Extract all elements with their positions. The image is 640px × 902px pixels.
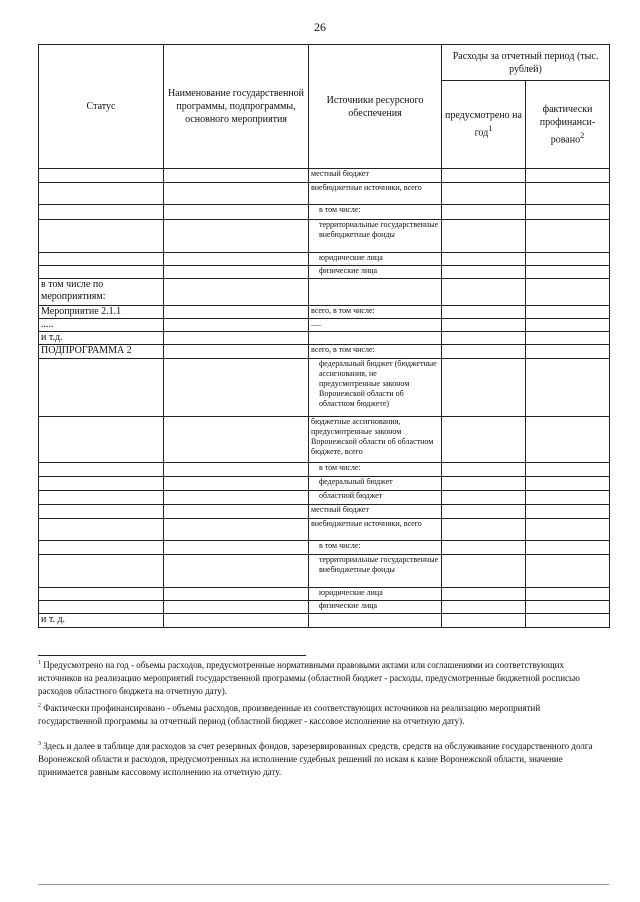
name-cell [164, 205, 309, 220]
status-cell [39, 359, 164, 417]
source-cell: в том числе: [309, 541, 442, 555]
table-row [39, 463, 610, 477]
name-cell [164, 220, 309, 253]
status-cell [39, 266, 164, 279]
name-cell [164, 491, 309, 505]
source-cell: федеральный бюджет (бюджетные ассигнования, не предусмотренные законом Воронежской области об областном бюджете) [309, 359, 442, 417]
table-row [39, 505, 610, 519]
source-cell: областной бюджет [309, 491, 442, 505]
planned-cell [442, 345, 526, 359]
source-cell: внебюджетные источники, всего [309, 183, 442, 205]
footnote-1: $^1$ Предусмотрено на год - объемы расходов, предусмотренные нормативными правовыми актами или соглашениями из соответствующих источников на реализацию мероприятий государственной программы (областной бюджет - расходы, предусмотренные бюджетной росписью расходов областного бюджета на отчетную дату). [38, 660, 580, 696]
actual-cell [526, 319, 610, 332]
header-expenses: Расходы за отчетный период (тыс. рублей) [442, 45, 610, 81]
actual-cell [526, 614, 610, 628]
status-cell [39, 588, 164, 601]
source-cell: бюджетные ассигнования, предусмотренные законом Воронежской области об областном бюджете, всего [309, 417, 442, 463]
header-name: Наименование государственной программы, подпрограммы, основного мероприятия [164, 45, 309, 169]
planned-cell [442, 614, 526, 628]
planned-cell [442, 477, 526, 491]
source-cell: внебюджетные источники, всего [309, 519, 442, 541]
name-cell [164, 253, 309, 266]
actual-cell [526, 477, 610, 491]
source-cell: территориальные государственные внебюджетные фонды [309, 555, 442, 588]
name-cell [164, 601, 309, 614]
actual-cell [526, 169, 610, 183]
planned-cell [442, 220, 526, 253]
planned-cell [442, 505, 526, 519]
table-body [39, 169, 610, 628]
source-cell [309, 614, 442, 628]
status-cell [39, 463, 164, 477]
header-status: Статус [39, 45, 164, 169]
status-cell [39, 555, 164, 588]
bottom-divider [38, 884, 609, 885]
status-cell: в том числе по мероприятиям: [39, 279, 164, 306]
planned-cell [442, 463, 526, 477]
status-cell [39, 491, 164, 505]
footnote-2: $^2$ Фактически профинансировано - объемы расходов, произведенные из соответствующих источников на реализацию мероприятий государственной программы за отчетный период (областной бюджет - кассовое исполнение на отчетную дату). [38, 703, 541, 726]
source-cell: ..... [309, 319, 442, 332]
status-cell: и т. д. [39, 614, 164, 628]
actual-cell [526, 266, 610, 279]
name-cell [164, 359, 309, 417]
footnote-3: $^3$ Здесь и далее в таблице для расходов за счет резервных фондов, зарезервированных средств, средств на обслуживание государственного долга Воронежской области и расходов, предусмотренных на исполнение судебных решений по искам к казне Воронежской области, значение принимается равным кассовому исполнению на отчетную дату. [38, 741, 593, 777]
source-cell: физические лица [309, 266, 442, 279]
status-cell: и т.д. [39, 332, 164, 345]
actual-cell [526, 279, 610, 306]
table-row [39, 332, 610, 345]
actual-cell [526, 601, 610, 614]
source-cell: местный бюджет [309, 169, 442, 183]
actual-cell [526, 491, 610, 505]
name-cell [164, 417, 309, 463]
status-cell [39, 183, 164, 205]
name-cell [164, 332, 309, 345]
name-cell [164, 266, 309, 279]
name-cell [164, 345, 309, 359]
table-row [39, 183, 610, 205]
actual-cell [526, 555, 610, 588]
actual-cell [526, 205, 610, 220]
planned-cell [442, 253, 526, 266]
source-cell: в том числе: [309, 463, 442, 477]
table-row [39, 266, 610, 279]
name-cell [164, 588, 309, 601]
planned-cell [442, 169, 526, 183]
actual-cell [526, 505, 610, 519]
table-row [39, 205, 610, 220]
status-cell [39, 519, 164, 541]
table-row [39, 253, 610, 266]
name-cell [164, 463, 309, 477]
status-cell: Мероприятие 2.1.1 [39, 306, 164, 319]
actual-cell [526, 359, 610, 417]
table-row [39, 555, 610, 588]
planned-cell [442, 491, 526, 505]
header-planned: предусмотрено на год$^1$ [442, 81, 526, 169]
header-actual: фактически профинанси-ровано$^2$ [526, 81, 610, 169]
planned-cell [442, 319, 526, 332]
status-cell [39, 205, 164, 220]
actual-cell [526, 253, 610, 266]
table-row [39, 588, 610, 601]
name-cell [164, 541, 309, 555]
planned-cell [442, 588, 526, 601]
actual-cell [526, 183, 610, 205]
planned-cell [442, 279, 526, 306]
name-cell [164, 505, 309, 519]
page-number: 26 [314, 20, 326, 34]
table-row [39, 614, 610, 628]
actual-cell [526, 463, 610, 477]
name-cell [164, 555, 309, 588]
planned-cell [442, 417, 526, 463]
table-row [39, 306, 610, 319]
source-cell: всего, в том числе: [309, 306, 442, 319]
source-cell: юридические лица [309, 253, 442, 266]
source-cell [309, 279, 442, 306]
status-cell: ПОДПРОГРАММА 2 [39, 345, 164, 359]
name-cell [164, 169, 309, 183]
actual-cell [526, 306, 610, 319]
table-row [39, 169, 610, 183]
table-row [39, 220, 610, 253]
status-cell [39, 477, 164, 491]
planned-cell [442, 555, 526, 588]
name-cell [164, 306, 309, 319]
status-cell: ..... [39, 319, 164, 332]
actual-cell [526, 417, 610, 463]
source-cell: территориальные государственные внебюджетные фонды [309, 220, 442, 253]
status-cell [39, 253, 164, 266]
name-cell [164, 183, 309, 205]
status-cell [39, 601, 164, 614]
table-row [39, 279, 610, 306]
actual-cell [526, 345, 610, 359]
table-row [39, 601, 610, 614]
planned-cell [442, 601, 526, 614]
status-cell [39, 169, 164, 183]
footnote-divider [38, 655, 306, 656]
header-source: Источники ресурсного обеспечения [309, 45, 442, 169]
planned-cell [442, 359, 526, 417]
status-cell [39, 541, 164, 555]
source-cell [309, 332, 442, 345]
table-row [39, 477, 610, 491]
source-cell: физические лица [309, 601, 442, 614]
source-cell: в том числе: [309, 205, 442, 220]
table-row [39, 491, 610, 505]
name-cell [164, 519, 309, 541]
table-row [39, 541, 610, 555]
table-row [39, 417, 610, 463]
name-cell [164, 279, 309, 306]
planned-cell [442, 183, 526, 205]
planned-cell [442, 541, 526, 555]
planned-cell [442, 266, 526, 279]
table-row [39, 519, 610, 541]
status-cell [39, 220, 164, 253]
actual-cell [526, 588, 610, 601]
actual-cell [526, 519, 610, 541]
table-row [39, 319, 610, 332]
name-cell [164, 477, 309, 491]
actual-cell [526, 541, 610, 555]
expenses-report-table [38, 44, 610, 628]
status-cell [39, 417, 164, 463]
planned-cell [442, 306, 526, 319]
planned-cell [442, 519, 526, 541]
source-cell: всего, в том числе: [309, 345, 442, 359]
source-cell: федеральный бюджет [309, 477, 442, 491]
actual-cell [526, 332, 610, 345]
name-cell [164, 614, 309, 628]
actual-cell [526, 220, 610, 253]
planned-cell [442, 205, 526, 220]
status-cell [39, 505, 164, 519]
name-cell [164, 319, 309, 332]
source-cell: местный бюджет [309, 505, 442, 519]
source-cell: юридические лица [309, 588, 442, 601]
table-row [39, 345, 610, 359]
planned-cell [442, 332, 526, 345]
table-row [39, 359, 610, 417]
